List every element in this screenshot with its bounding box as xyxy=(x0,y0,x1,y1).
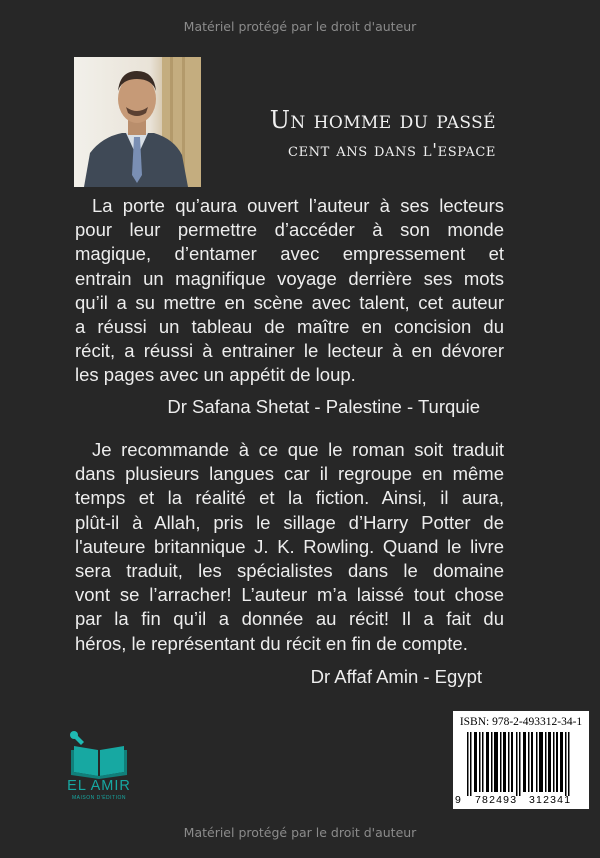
review-1-text xyxy=(75,194,504,388)
copyright-watermark-top: Matériel protégé par le droit d'auteur xyxy=(183,19,417,34)
author-photo xyxy=(74,57,201,187)
review-2-text xyxy=(75,438,504,656)
review-2-line: temps et la réalité et la fiction. Ainsi, il aura, xyxy=(75,487,504,509)
copyright-watermark-bottom: Matériel protégé par le droit d'auteur xyxy=(183,825,417,840)
review-1-line: La porte qu’aura ouvert l’auteur à ses lecteurs xyxy=(92,195,504,216)
review-1-line: a réussi un tableau de maître en concision du xyxy=(75,316,504,338)
barcode-bars xyxy=(461,732,581,796)
review-1-line: les pages avec un appétit de loup. xyxy=(75,364,356,386)
book-subtitle: cent ans dans l'espace xyxy=(288,140,496,161)
open-book-pen-icon xyxy=(60,724,138,780)
author-photo-svg xyxy=(74,57,201,187)
review-2-signature: Dr Affaf Amin - Egypt xyxy=(310,666,482,687)
review-1-line: pour leur permettre d’accéder à son monde xyxy=(75,219,504,241)
review-2-line: sera traduit, les spécialistes dans le domaine xyxy=(75,560,504,582)
barcode-digits-right: 312341 xyxy=(529,794,572,806)
review-1-line: qu’il a su mettre en scène avec talent, cet auteur xyxy=(75,291,504,313)
review-2-line: plût-il à Allah, pris le sillage d’Harry Potter de xyxy=(75,511,504,533)
review-2-line: dans plusieurs langues car il regroupe en même xyxy=(75,463,504,485)
review-1-signature: Dr Safana Shetat - Palestine - Turquie xyxy=(167,396,480,417)
isbn-label: ISBN: 978-2-493312-34-1 xyxy=(459,716,583,728)
review-2-line: Je recommande à ce que le roman soit traduit xyxy=(92,439,504,460)
barcode-lead-digit: 9 xyxy=(455,794,461,806)
review-1-line: récit, a réussi à entrainer le lecteur à en dévorer xyxy=(75,340,504,362)
review-1-line: magique, d’entamer avec empressement et xyxy=(75,243,504,265)
publisher-name: EL AMIR xyxy=(67,778,131,794)
review-2-line: vont se l’arracher! L’auteur m’a laissé tout chose xyxy=(75,584,504,606)
review-2-line: par la fin qu’il a donnée au récit! Il a fait du xyxy=(75,608,504,630)
barcode-digits-left: 782493 xyxy=(475,794,518,806)
review-1-line: entrain un magnifique voyage derrière ses mots xyxy=(75,267,504,289)
review-2-line: héros, le représentant du récit en fin de compte. xyxy=(75,632,468,654)
book-title: Un homme du passé xyxy=(269,106,496,134)
isbn-barcode xyxy=(453,711,589,809)
publisher-tagline: MAISON D'ÉDITION xyxy=(72,795,126,801)
review-2-line: l'auteure britannique J. K. Rowling. Quand le livre xyxy=(75,535,504,557)
